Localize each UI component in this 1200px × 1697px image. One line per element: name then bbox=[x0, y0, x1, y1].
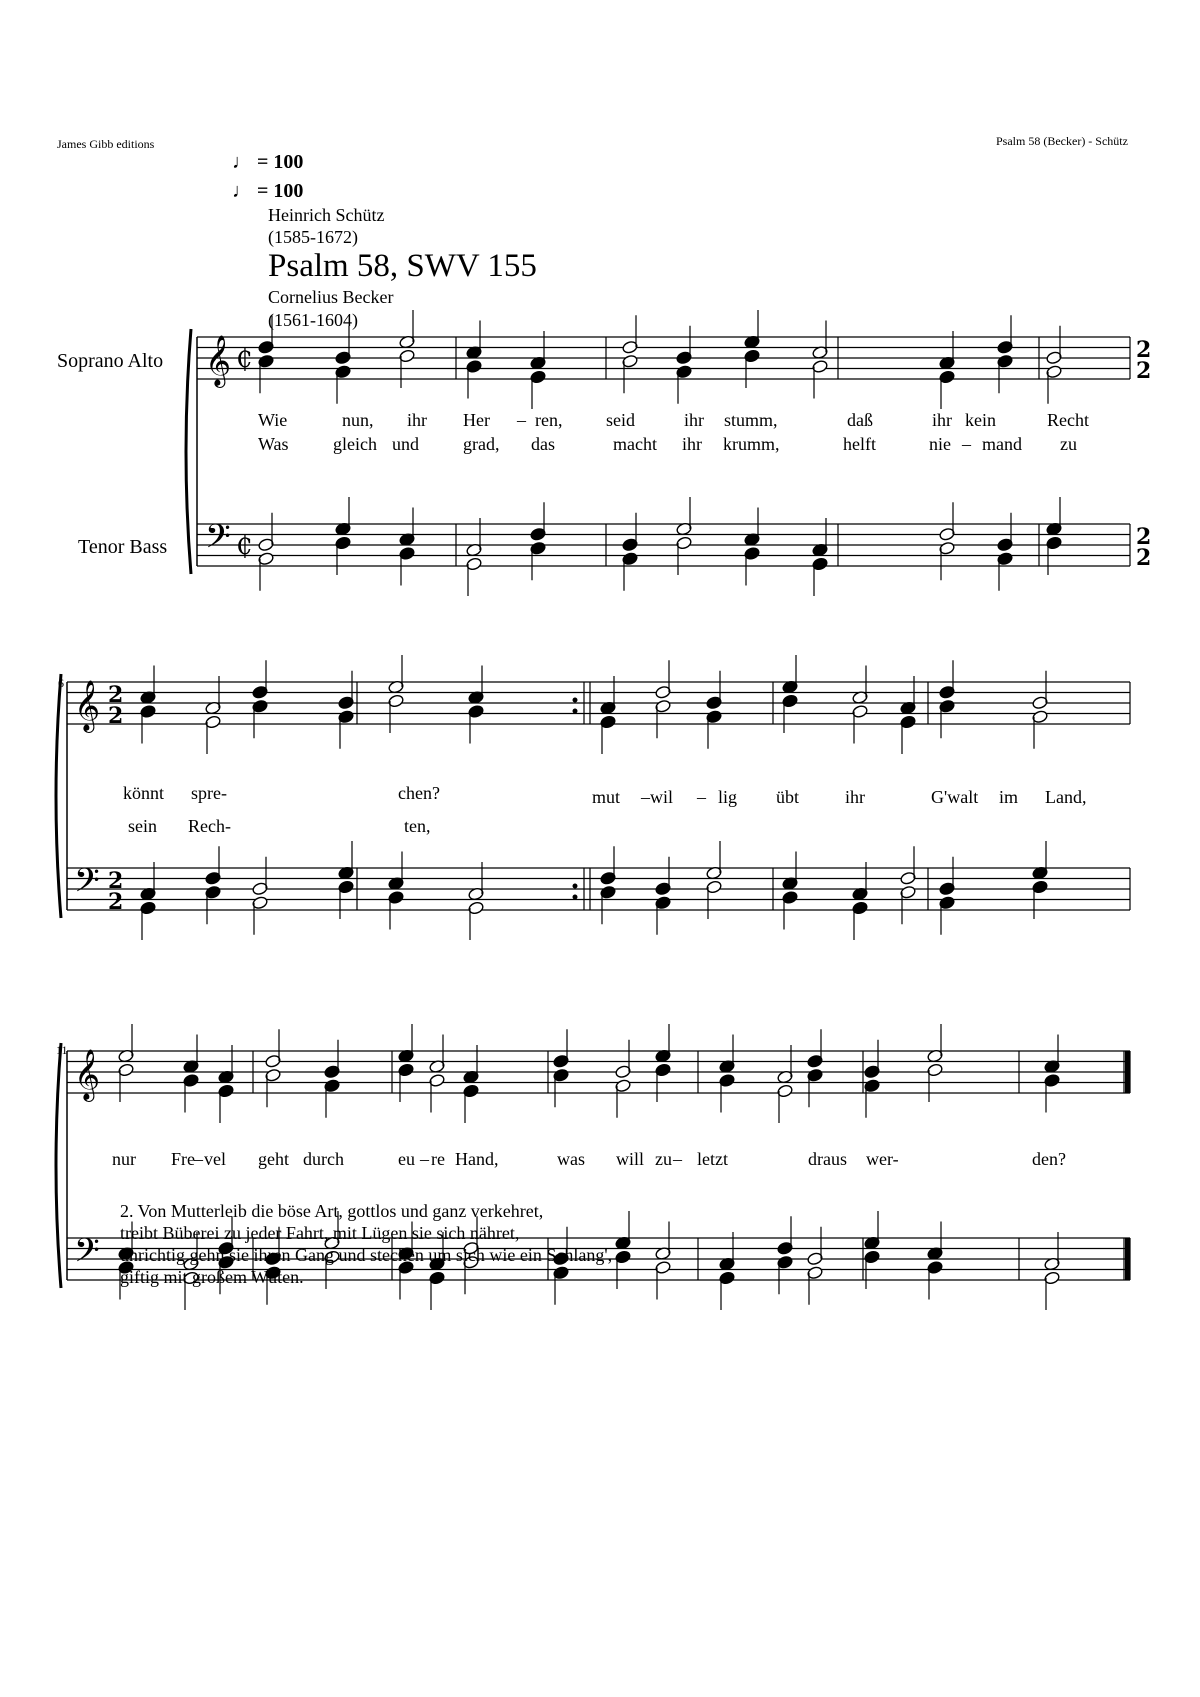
running-title: Psalm 58 (Becker) - Schütz bbox=[996, 134, 1128, 148]
lyric-syllable: – bbox=[194, 1149, 203, 1169]
lyric-syllable: Wie bbox=[258, 410, 288, 430]
lyric-syllable: wil bbox=[650, 787, 674, 807]
lyric-syllable: im bbox=[999, 787, 1019, 807]
lyric-syllable: nun, bbox=[342, 410, 374, 430]
bass-clef-icon: 𝄢 bbox=[74, 1232, 100, 1278]
measure-number: 11 bbox=[56, 1043, 68, 1057]
lyric-syllable: den? bbox=[1032, 1149, 1066, 1169]
measure-number: 6 bbox=[58, 676, 64, 690]
lyric-syllable: Recht bbox=[1047, 410, 1089, 430]
lyric-syllable: Was bbox=[258, 434, 289, 454]
lyric-syllable: ihr bbox=[684, 410, 704, 430]
time-signature: 2 bbox=[108, 682, 124, 708]
lyric-syllable: was bbox=[557, 1149, 585, 1169]
bass-clef-icon: 𝄢 bbox=[205, 518, 231, 564]
lyric-syllable: – bbox=[517, 410, 526, 430]
bass-clef-icon: 𝄢 bbox=[74, 862, 100, 908]
lyric-syllable: – bbox=[697, 787, 706, 807]
verse-line: 2. Von Mutterleib die böse Art, gottlos und ganz verkehret, bbox=[120, 1201, 544, 1221]
lyric-syllable: ihr bbox=[932, 410, 952, 430]
repeat-dot bbox=[573, 895, 578, 900]
lyric-syllable: Hand, bbox=[455, 1149, 499, 1169]
lyric-syllable: das bbox=[531, 434, 555, 454]
lyric-syllable: – bbox=[673, 1149, 682, 1169]
lyric-syllable: ihr bbox=[682, 434, 702, 454]
lyric-syllable: vel bbox=[204, 1149, 226, 1169]
lyric-syllable: und bbox=[392, 434, 419, 454]
lyric-syllable: mand bbox=[982, 434, 1022, 454]
lyric-syllable: – bbox=[641, 787, 650, 807]
time-signature: 2 bbox=[1136, 524, 1152, 550]
lyric-syllable: – bbox=[962, 434, 971, 454]
time-signature: 2 bbox=[1136, 358, 1152, 384]
lyric-syllable: G'walt bbox=[931, 787, 979, 807]
lyric-syllable: ihr bbox=[407, 410, 427, 430]
lyric-syllable: letzt bbox=[697, 1149, 728, 1169]
part-label-upper: Soprano Alto bbox=[57, 350, 164, 372]
lyric-syllable: könnt bbox=[123, 783, 165, 803]
lyricist-name: Cornelius Becker bbox=[268, 287, 394, 307]
cut-time-symbol: ₵ bbox=[236, 344, 253, 374]
cut-time-symbol: ₵ bbox=[236, 531, 253, 561]
lyric-syllable: krumm, bbox=[723, 434, 780, 454]
quarter-note-icon: ♩ bbox=[232, 180, 252, 202]
repeat-dot bbox=[573, 698, 578, 703]
lyric-syllable: nie bbox=[929, 434, 951, 454]
repeat-dot bbox=[573, 709, 578, 714]
lyric-syllable: nur bbox=[112, 1149, 136, 1169]
lyric-syllable: ren, bbox=[535, 410, 563, 430]
treble-clef-icon: 𝄞 bbox=[74, 1049, 101, 1100]
time-signature: 2 bbox=[1136, 545, 1152, 571]
lyric-syllable: seid bbox=[606, 410, 635, 430]
time-signature: 2 bbox=[1136, 337, 1152, 363]
repeat-dot bbox=[573, 884, 578, 889]
final-barline bbox=[1125, 1051, 1130, 1093]
part-label-lower: Tenor Bass bbox=[78, 536, 168, 558]
lyric-syllable: lig bbox=[718, 787, 738, 807]
lyric-syllable: wer- bbox=[866, 1149, 899, 1169]
lyric-syllable: ten, bbox=[404, 816, 431, 836]
lyric-syllable: Her bbox=[463, 410, 490, 430]
time-signature: 2 bbox=[108, 703, 124, 729]
time-signature: 2 bbox=[108, 868, 124, 894]
lyric-syllable: übt bbox=[776, 787, 800, 807]
lyric-syllable: geht bbox=[258, 1149, 289, 1169]
publisher-label: James Gibb editions bbox=[57, 137, 155, 151]
lyric-syllable: sein bbox=[128, 816, 157, 836]
lyric-syllable: spre- bbox=[191, 783, 227, 803]
quarter-note-icon: ♩ bbox=[232, 151, 252, 173]
tempo-value: = 100 bbox=[257, 151, 304, 173]
lyric-syllable: durch bbox=[303, 1149, 344, 1169]
treble-clef-icon: 𝄞 bbox=[205, 335, 232, 386]
system-bracket bbox=[186, 329, 191, 574]
final-barline bbox=[1125, 1238, 1130, 1280]
lyricist-dates: (1561-1604) bbox=[268, 310, 358, 330]
lyric-syllable: re bbox=[431, 1149, 445, 1169]
verse-line: giftig mit großem Wüten. bbox=[120, 1267, 304, 1287]
tempo-value: = 100 bbox=[257, 180, 304, 202]
lyric-syllable: helft bbox=[843, 434, 876, 454]
lyric-syllable: zu bbox=[655, 1149, 672, 1169]
lyric-syllable: grad, bbox=[463, 434, 500, 454]
lyric-syllable: eu bbox=[398, 1149, 415, 1169]
lyric-syllable: gleich bbox=[333, 434, 377, 454]
lyric-syllable: macht bbox=[613, 434, 657, 454]
composer-name: Heinrich Schütz bbox=[268, 205, 385, 225]
lyric-syllable: ihr bbox=[845, 787, 865, 807]
system-bracket bbox=[56, 674, 61, 918]
lyric-syllable: Fre bbox=[171, 1149, 195, 1169]
lyric-syllable: draus bbox=[808, 1149, 847, 1169]
verse-line: treibt Büberei zu jeder Fahrt, mit Lügen sie sich nähret, bbox=[120, 1223, 520, 1243]
lyric-syllable: will bbox=[616, 1149, 645, 1169]
time-signature: 2 bbox=[108, 889, 124, 915]
composer-dates: (1585-1672) bbox=[268, 227, 358, 247]
lyric-syllable: daß bbox=[847, 410, 873, 430]
page-title: Psalm 58, SWV 155 bbox=[268, 248, 537, 284]
lyric-syllable: – bbox=[420, 1149, 429, 1169]
lyric-syllable: mut bbox=[592, 787, 621, 807]
verse-line: unrichtig gehn sie ihren Gang und stechen um sich wie ein Schlang', bbox=[120, 1245, 613, 1265]
system-bracket bbox=[56, 1043, 61, 1288]
treble-clef-icon: 𝄞 bbox=[74, 680, 101, 731]
verse-2 bbox=[120, 1200, 612, 1288]
lyric-syllable: stumm, bbox=[724, 410, 778, 430]
lyric-syllable: chen? bbox=[398, 783, 440, 803]
lyric-syllable: zu bbox=[1060, 434, 1077, 454]
lyric-syllable: kein bbox=[965, 410, 996, 430]
lyric-syllable: Land, bbox=[1045, 787, 1087, 807]
lyric-syllable: Rech- bbox=[188, 816, 231, 836]
